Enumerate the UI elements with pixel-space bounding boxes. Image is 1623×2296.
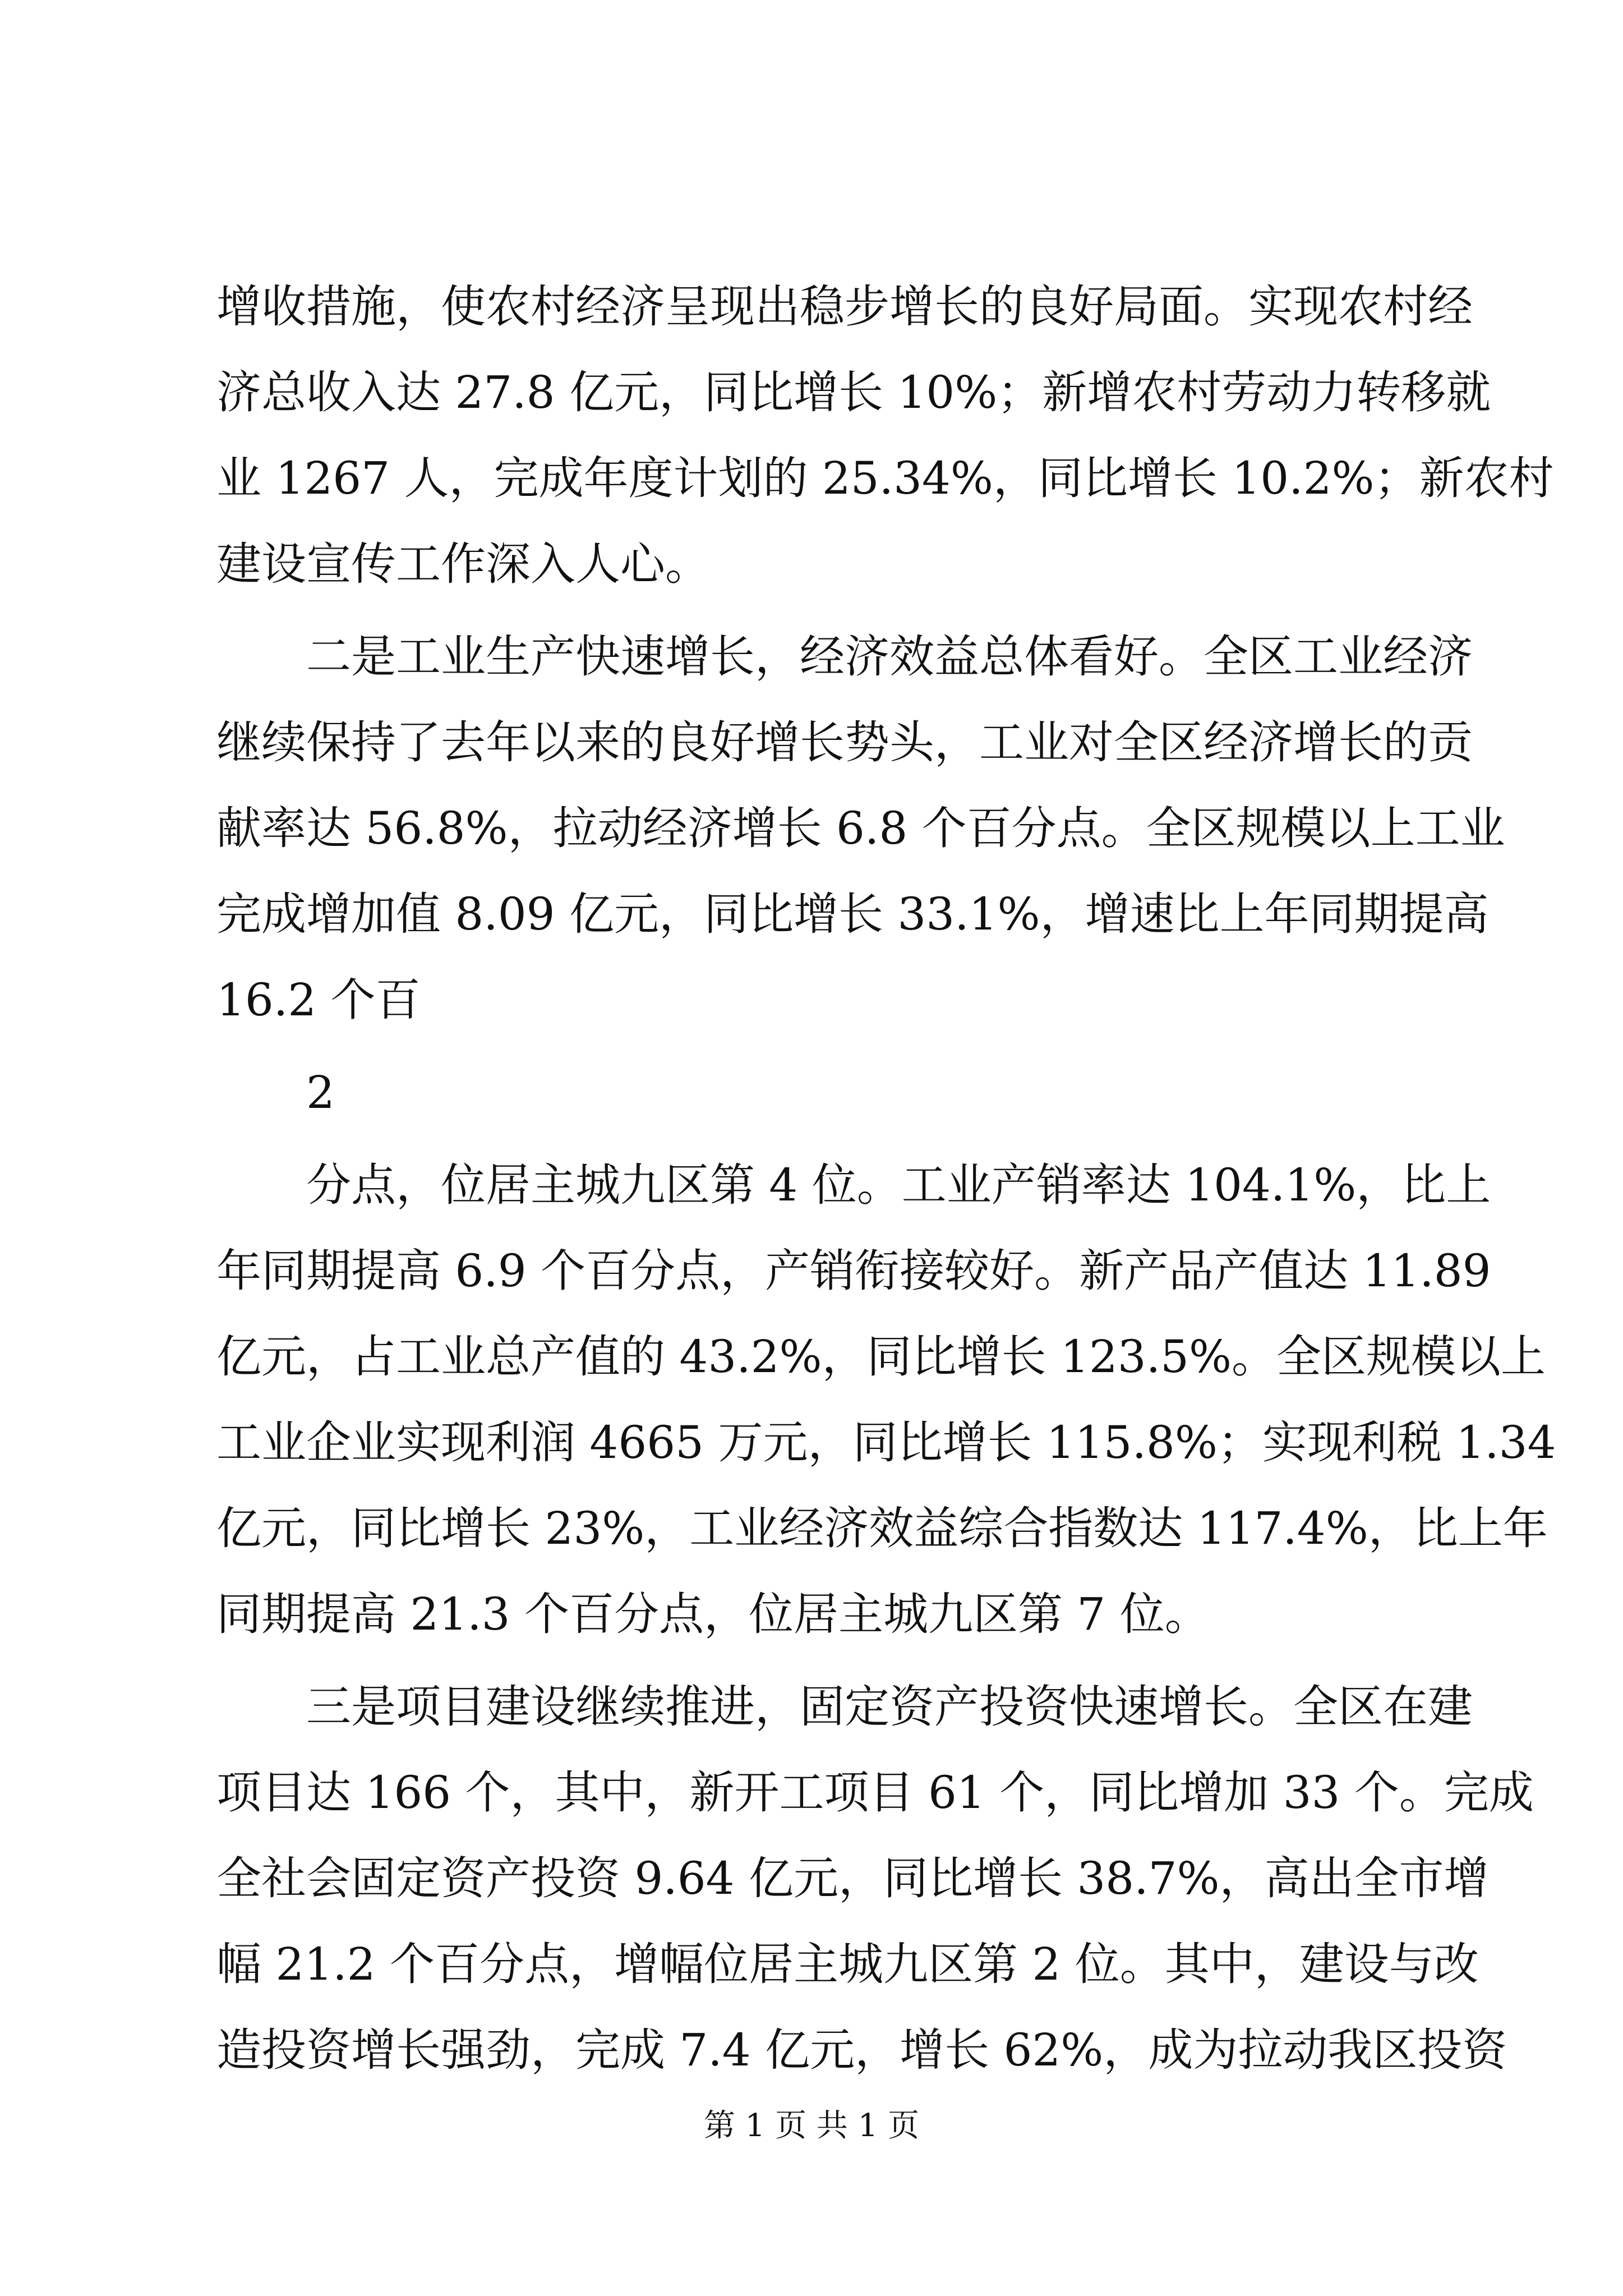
text-line: 业 1267 人，完成年度计划的 25.34%，同比增长 10.2%；新农村: [216, 452, 1554, 504]
paragraph-start-line: 分点，位居主城九区第 4 位。工业产销率达 104.1%，比上: [306, 1159, 1491, 1211]
text-line: 济总收入达 27.8 亿元，同比增长 10%；新增农村劳动力转移就: [216, 366, 1491, 418]
paragraph-start-line: 二是工业生产快速增长，经济效益总体看好。全区工业经济: [306, 631, 1473, 683]
text-line: 工业企业实现利润 4665 万元，同比增长 115.8%；实现利税 1.34: [216, 1416, 1556, 1469]
page-footer: 第 1 页 共 1 页: [703, 2108, 920, 2144]
text-line: 同期提高 21.3 个百分点，位居主城九区第 7 位。: [216, 1588, 1210, 1640]
text-line: 幅 21.2 个百分点，增幅位居主城九区第 2 位。其中，建设与改: [216, 1938, 1479, 1990]
text-line: 造投资增长强劲，完成 7.4 亿元，增长 62%，成为拉动我区投资: [216, 2024, 1507, 2076]
text-line: 献率达 56.8%，拉动经济增长 6.8 个百分点。全区规模以上工业: [216, 802, 1505, 854]
page-number-inline: 2: [306, 1066, 335, 1119]
text-line: 建设宣传工作深入人心。: [216, 538, 710, 590]
text-line: 16.2 个百: [216, 974, 421, 1026]
paragraph-start-line: 三是项目建设继续推进，固定资产投资快速增长。全区在建: [306, 1681, 1473, 1733]
text-line: 项目达 166 个，其中，新开工项目 61 个，同比增加 33 个。完成: [216, 1766, 1534, 1819]
text-line: 增收措施，使农村经济呈现出稳步增长的良好局面。实现农村经: [216, 280, 1473, 333]
text-line: 完成增加值 8.09 亿元，同比增长 33.1%，增速比上年同期提高: [216, 888, 1489, 940]
text-line: 继续保持了去年以来的良好增长势头，工业对全区经济增长的贡: [216, 716, 1473, 769]
document-body: [216, 264, 1556, 2093]
text-line: 亿元，同比增长 23%，工业经济效益综合指数达 117.4%，比上年: [216, 1502, 1548, 1554]
text-line: 亿元，占工业总产值的 43.2%，同比增长 123.5%。全区规模以上: [216, 1331, 1546, 1383]
text-line: 年同期提高 6.9 个百分点，产销衔接较好。新产品产值达 11.89: [216, 1245, 1491, 1297]
text-line: 全社会固定资产投资 9.64 亿元，同比增长 38.7%，高出全市增: [216, 1852, 1489, 1904]
